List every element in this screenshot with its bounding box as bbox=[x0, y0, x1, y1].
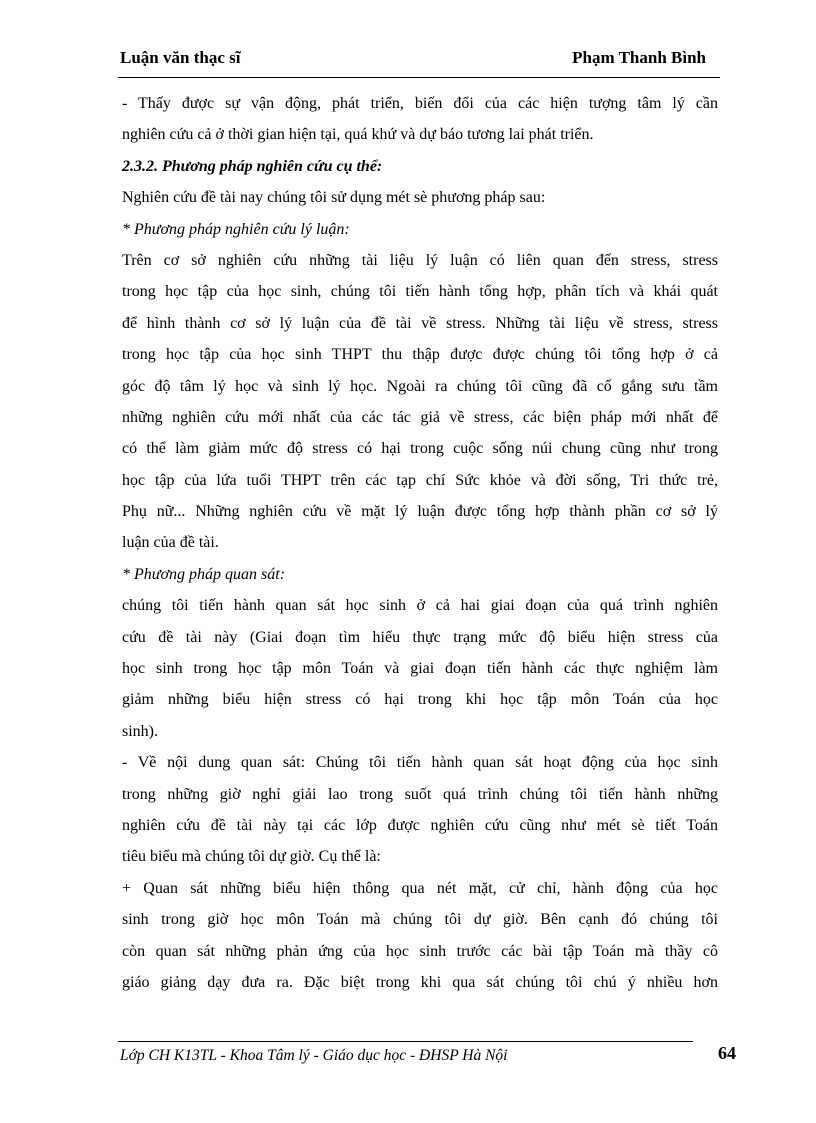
subsection-label: * Phương pháp quan sát: bbox=[122, 565, 286, 583]
footer-institution: Lớp CH K13TL - Khoa Tâm lý - Giáo dục học - ĐHSP Hà Nội bbox=[120, 1047, 508, 1064]
header-divider bbox=[118, 77, 720, 78]
text-line: trong học tập của học sinh, chúng tôi tiến hành tổng hợp, phân tích và khái quát bbox=[122, 283, 718, 301]
text-line: giảm những biểu hiện stress có hại trong khi học tập môn Toán của học bbox=[122, 691, 718, 709]
text-line: những nghiên cứu mới nhất của các tác giả về stress, các biện pháp mới nhất để bbox=[122, 408, 718, 426]
text-line: - Thấy được sự vận động, phát triển, biến đổi của các hiện tượng tâm lý cần bbox=[122, 95, 718, 112]
header-thesis-label: Luận văn thạc sĩ bbox=[120, 48, 241, 67]
text-line: cứu đề tài này (Giai đoạn tìm hiểu thực trạng mức độ biểu hiện stress của bbox=[122, 628, 718, 646]
text-line: học tập của lứa tuổi THPT trên các tạp chí Sức khỏe và đời sống, Tri thức trẻ, bbox=[122, 471, 718, 489]
footer-divider bbox=[118, 1041, 693, 1042]
text-line: nghiên cứu cả ở thời gian hiện tại, quá khứ và dự báo tương lai phát triển. bbox=[122, 126, 594, 144]
text-line: + Quan sát những biểu hiện thông qua nét mặt, cử chỉ, hành động của học bbox=[122, 879, 718, 897]
text-line: Phụ nữ... Những nghiên cứu về mặt lý luận được tổng hợp thành phần cơ sở lý bbox=[122, 503, 718, 521]
page-number: 64 bbox=[718, 1043, 736, 1063]
text-line: - Về nội dung quan sát: Chúng tôi tiến hành quan sát hoạt động của học sinh bbox=[122, 754, 718, 772]
text-line: chúng tôi tiến hành quan sát học sinh ở cả hai giai đoạn của quá trình nghiên bbox=[122, 597, 718, 615]
text-line: học sinh trong học tập môn Toán và giai đoạn tiến hành các thực nghiệm làm bbox=[122, 660, 718, 678]
body-text bbox=[122, 88, 718, 998]
text-line: Trên cơ sở nghiên cứu những tài liệu lý luận có liên quan đến stress, stress bbox=[122, 251, 718, 269]
text-line: sinh trong giờ học môn Toán mà chúng tôi dự giờ. Bên cạnh đó chúng tôi bbox=[122, 911, 718, 929]
page-header bbox=[120, 48, 720, 72]
text-line: nghiên cứu đề tài này tại các lớp được nghiên cứu cũng như mét sè tiết Toán bbox=[122, 816, 718, 834]
text-line: tiêu biểu mà chúng tôi dự giờ. Cụ thể là: bbox=[122, 848, 381, 866]
text-line: để hình thành cơ sở lý luận của đề tài về stress. Những tài liệu về stress, stress bbox=[122, 314, 718, 332]
text-line: luận của đề tài. bbox=[122, 534, 219, 552]
text-line: Nghiên cứu đề tài nay chúng tôi sử dụng mét sè phương pháp sau: bbox=[122, 189, 546, 207]
section-heading: 2.3.2. Phương pháp nghiên cứu cụ thể: bbox=[122, 157, 383, 175]
text-line: giáo giảng dạy đưa ra. Đặc biệt trong khi qua sát chúng tôi chú ý nhiều hơn bbox=[122, 973, 718, 991]
text-line: sinh). bbox=[122, 722, 158, 740]
text-line: trong những giờ nghỉ giải lao trong suốt quá trình chúng tôi tiến hành những bbox=[122, 785, 718, 803]
subsection-label: * Phương pháp nghiên cứu lý luận: bbox=[122, 220, 350, 238]
text-line: trong học tập của học sinh THPT thu thập được được chúng tôi tổng hợp ở cả bbox=[122, 346, 718, 364]
text-line: còn quan sát những phản ứng của học sinh trước các bài tập Toán mà thầy cô bbox=[122, 942, 718, 960]
header-author-name: Phạm Thanh Bình bbox=[572, 48, 706, 67]
text-line: góc độ tâm lý học và sinh lý học. Ngoài ra chúng tôi cũng đã cố gắng sưu tầm bbox=[122, 377, 718, 395]
text-line: có thể làm giảm mức độ stress có hại trong cuộc sống núi chung cũng như trong bbox=[122, 440, 718, 458]
